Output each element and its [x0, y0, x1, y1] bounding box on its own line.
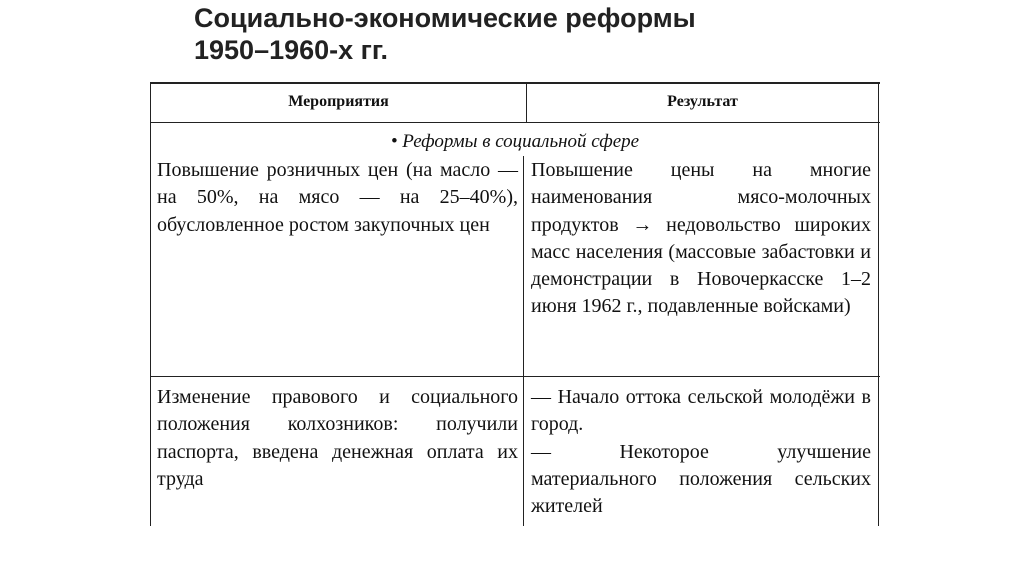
row-2-measure: Изменение правового и социального положения колхозников: получили паспорта, введена денежная оплата их труда	[157, 386, 518, 490]
row-1-result: Повышение цены на многие наименования мясо-молочных продуктов → недовольство широких масс населения (массовые забастовки и демонстрации в Новочеркасске 1–2 июня 1962 г., подавленные войсками)	[531, 159, 871, 318]
page-title	[194, 2, 696, 66]
table-top-border	[150, 82, 880, 84]
header-measures: Мероприятия	[288, 93, 389, 110]
row-1-measure: Повышение розничных цен (на масло — на 50%, на мясо — на 25–40%), обусловленное ростом закупочных цен	[157, 159, 518, 236]
header-result: Результат	[667, 93, 738, 110]
row-divider	[150, 376, 880, 377]
title-line-2: 1950–1960-х гг.	[194, 35, 388, 65]
row-2-result: — Начало оттока сельской молодёжи в город. — Некоторое улучшение материального положения сельских жителей	[531, 386, 871, 518]
table-right-border	[878, 82, 879, 526]
title-line-1: Социально-экономические реформы	[194, 3, 696, 33]
section-social-reforms: • Реформы в социальной сфере	[390, 131, 640, 152]
column-divider-body	[523, 156, 524, 526]
table-left-border	[150, 82, 151, 526]
header-bottom-border	[150, 122, 880, 123]
